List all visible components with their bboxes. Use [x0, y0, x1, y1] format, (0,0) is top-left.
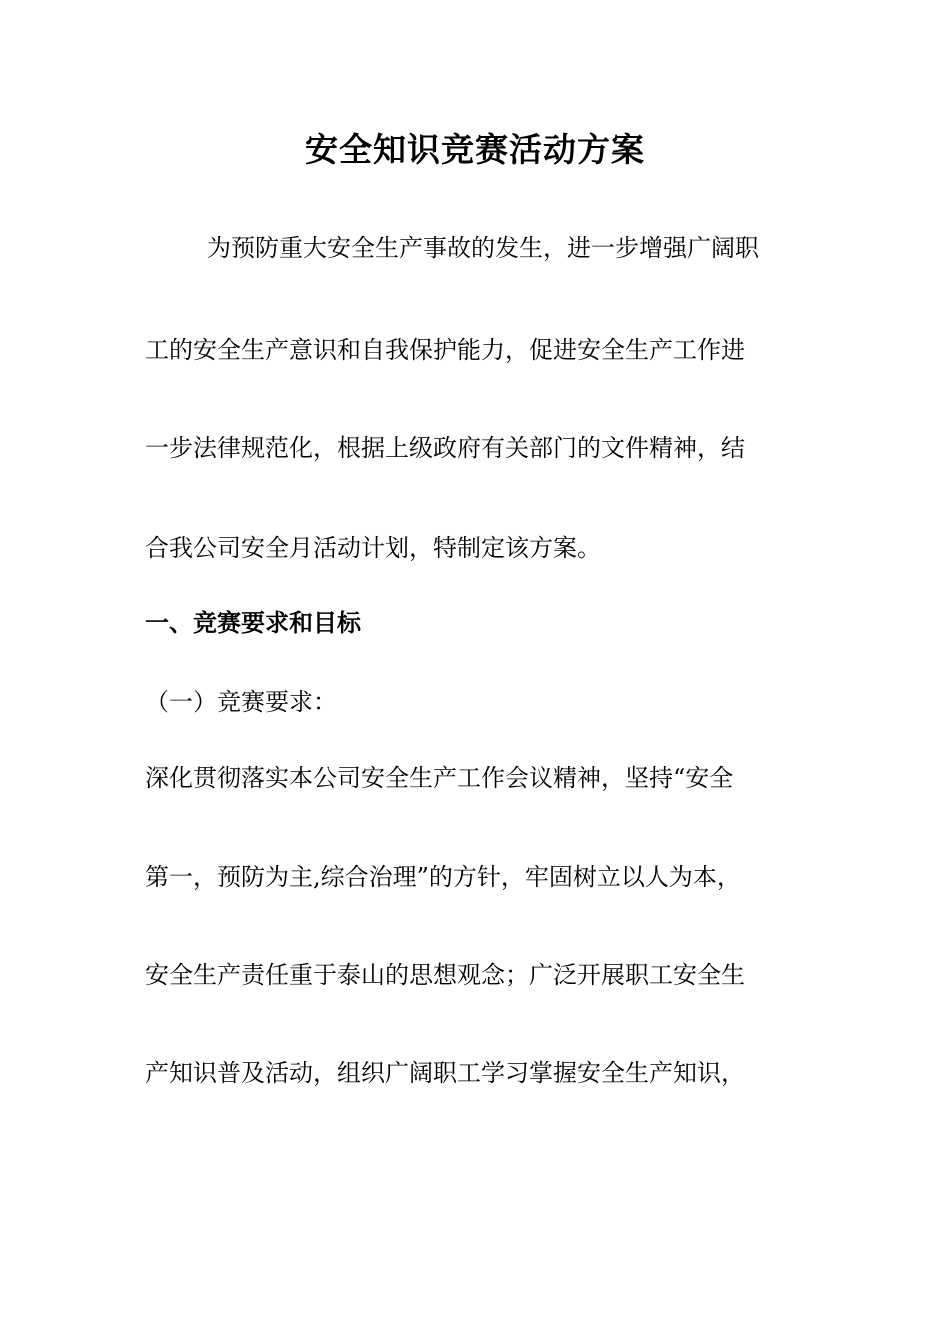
paragraph-line: 为预防重大安全生产事故的发生，进一步增强广阔职: [207, 234, 759, 262]
paragraph-line: 第一，预防为主,综合治理”的方针，牢固树立以人为本，: [145, 863, 741, 891]
paragraph-line: 深化贯彻落实本公司安全生产工作会议精神，坚持“安全: [145, 764, 734, 792]
document-title: 安全知识竞赛活动方案: [305, 130, 645, 169]
paragraph-line: 一步法律规范化，根据上级政府有关部门的文件精神，结: [145, 434, 745, 462]
section-heading: 一、竞赛要求和目标: [145, 608, 361, 637]
subsection-heading: （一）竞赛要求：: [145, 688, 337, 716]
paragraph-line: 合我公司安全月活动计划，特制定该方案。: [145, 534, 601, 562]
paragraph-line: 安全生产责任重于泰山的思想观念；广泛开展职工安全生: [145, 961, 745, 989]
paragraph-line: 工的安全生产意识和自我保护能力，促进安全生产工作进: [145, 336, 745, 364]
paragraph-line: 产知识普及活动，组织广阔职工学习掌握安全生产知识，: [145, 1059, 745, 1087]
